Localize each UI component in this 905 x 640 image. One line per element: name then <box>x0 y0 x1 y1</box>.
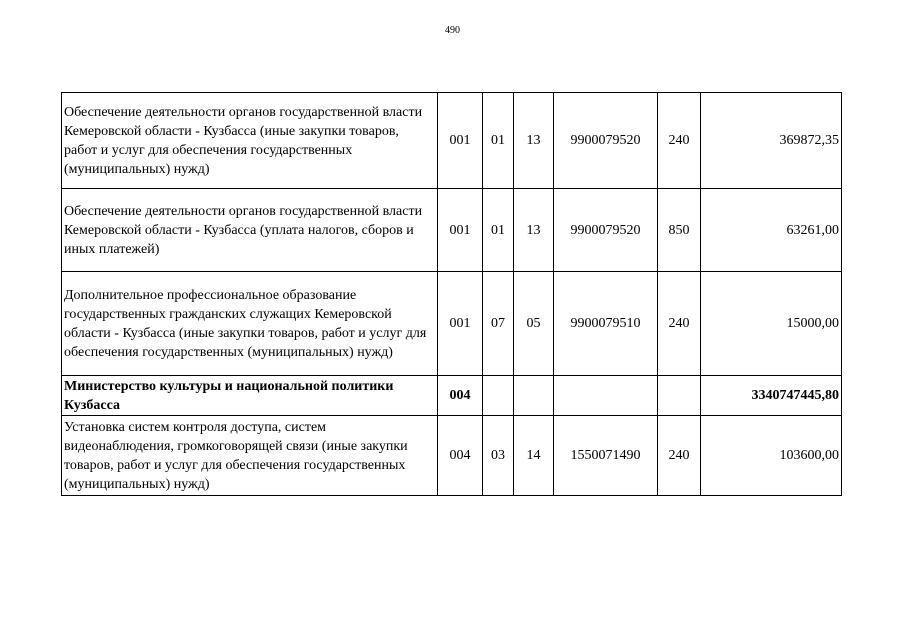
budget-table <box>61 92 842 496</box>
amount: 63261,00 <box>701 189 842 272</box>
expense-type-code <box>658 376 701 416</box>
expense-type-code: 240 <box>658 272 701 376</box>
target-article-code: 9900079520 <box>554 189 658 272</box>
ministry-code: 001 <box>438 93 483 189</box>
table-row <box>62 416 842 496</box>
target-article-code: 9900079510 <box>554 272 658 376</box>
section-code: 01 <box>483 189 514 272</box>
section-code: 07 <box>483 272 514 376</box>
section-code: 01 <box>483 93 514 189</box>
row-name: Обеспечение деятельности органов государственной власти Кемеровской области - Кузбасса (иные закупки товаров, работ и услуг для обеспечения государственных (муниципальных) нужд) <box>62 93 438 189</box>
target-article-code: 9900079520 <box>554 93 658 189</box>
target-article-code <box>554 376 658 416</box>
table-row <box>62 272 842 376</box>
amount: 15000,00 <box>701 272 842 376</box>
row-name: Обеспечение деятельности органов государственной власти Кемеровской области - Кузбасса (уплата налогов, сборов и иных платежей) <box>62 189 438 272</box>
amount: 103600,00 <box>701 416 842 496</box>
amount: 369872,35 <box>701 93 842 189</box>
expense-type-code: 240 <box>658 93 701 189</box>
table-row <box>62 189 842 272</box>
page-number: 490 <box>445 25 460 36</box>
subsection-code: 14 <box>514 416 554 496</box>
row-name: Министерство культуры и национальной политики Кузбасса <box>62 376 438 416</box>
expense-type-code: 850 <box>658 189 701 272</box>
ministry-code: 004 <box>438 416 483 496</box>
subsection-code: 13 <box>514 93 554 189</box>
table-row-ministry-total <box>62 376 842 416</box>
subsection-code <box>514 376 554 416</box>
amount: 3340747445,80 <box>701 376 842 416</box>
section-code: 03 <box>483 416 514 496</box>
ministry-code: 001 <box>438 189 483 272</box>
row-name: Дополнительное профессиональное образование государственных гражданских служащих Кемеровской области - Кузбасса (иные закупки товаров, работ и услуг для обеспечения государственных (муниципальных) нужд) <box>62 272 438 376</box>
table-row <box>62 93 842 189</box>
ministry-code: 001 <box>438 272 483 376</box>
ministry-code: 004 <box>438 376 483 416</box>
subsection-code: 13 <box>514 189 554 272</box>
row-name: Установка систем контроля доступа, систем видеонаблюдения, громкоговорящей связи (иные закупки товаров, работ и услуг для обеспечения государственных (муниципальных) нужд) <box>62 416 438 496</box>
section-code <box>483 376 514 416</box>
target-article-code: 1550071490 <box>554 416 658 496</box>
expense-type-code: 240 <box>658 416 701 496</box>
subsection-code: 05 <box>514 272 554 376</box>
